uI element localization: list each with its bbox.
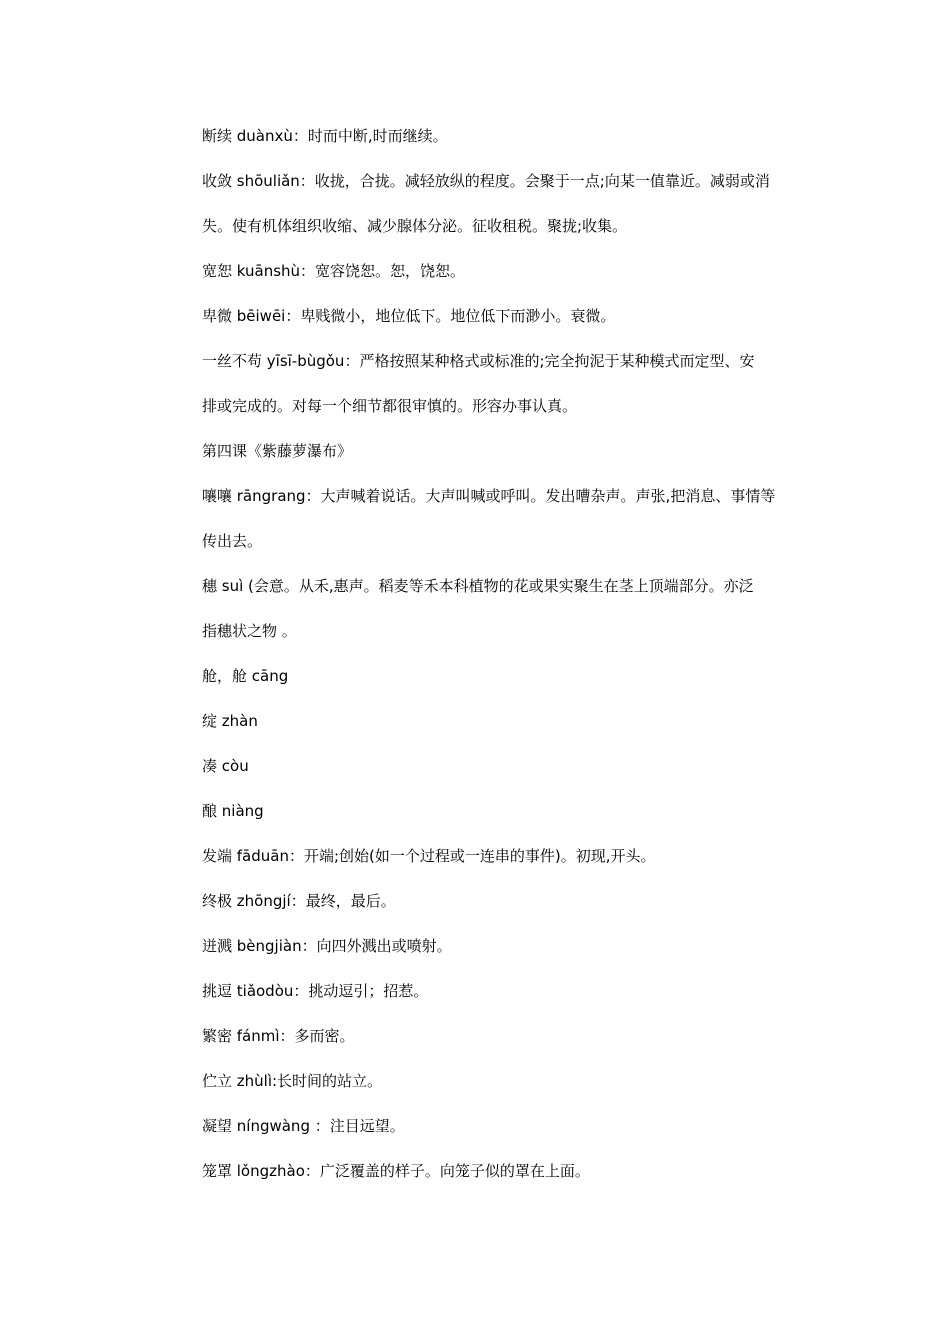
text-line-21: 繁密 fánmì：多而密。 <box>202 1027 355 1045</box>
text-line-16: 酿 niàng <box>202 802 264 820</box>
text-line-17: 发端 fāduān：开端;创始(如一个过程或一连串的事件)。初现,开头。 <box>202 847 656 865</box>
text-line-3: 失。使有机体组织收缩、减少腺体分泌。征收租税。聚拢;收集。 <box>202 217 628 235</box>
text-line-18: 终极 zhōngjí：最终，最后。 <box>202 892 396 910</box>
text-line-15: 凑 còu <box>202 757 249 775</box>
document-body <box>202 121 812 1201</box>
text-line-10: 传出去。 <box>202 532 263 550</box>
text-line-23: 凝望 níngwàng ：注目远望。 <box>202 1117 405 1135</box>
text-line-20: 挑逗 tiǎodòu：挑动逗引；招惹。 <box>202 982 429 1000</box>
text-line-14: 绽 zhàn <box>202 712 258 730</box>
text-line-13: 舱，舱 cāng <box>202 667 289 685</box>
text-line-19: 迸溅 bèngjiàn：向四外溅出或喷射。 <box>202 937 452 955</box>
text-line-12: 指穗状之物 。 <box>202 622 297 640</box>
text-line-7: 排或完成的。对每一个细节都很审慎的。形容办事认真。 <box>202 397 578 415</box>
text-line-24: 笼罩 lǒngzhào：广泛覆盖的样子。向笼子似的罩在上面。 <box>202 1162 590 1180</box>
text-line-2: 收敛 shōuliǎn：收拢，合拢。减轻放纵的程度。会聚于一点;向某一值靠近。减弱或消 <box>202 172 770 190</box>
text-line-5: 卑微 bēiwēi：卑贱微小，地位低下。地位低下而渺小。衰微。 <box>202 307 616 325</box>
text-line-9: 嚷嚷 rāngrang：大声喊着说话。大声叫喊或呼叫。发出嘈杂声。声张,把消息、事情等 <box>202 487 776 505</box>
text-line-22: 伫立 zhùlì:长时间的站立。 <box>202 1072 383 1090</box>
text-line-1: 断续 duànxù：时而中断,时而继续。 <box>202 127 448 145</box>
text-line-6: 一丝不苟 yīsī-bùgǒu：严格按照某种格式或标准的;完全拘泥于某种模式而定型、安 <box>202 352 755 370</box>
text-line-11: 穗 suì (会意。从禾,惠声。稻麦等禾本科植物的花或果实聚生在茎上顶端部分。亦泛 <box>202 577 754 595</box>
section-heading: 第四课《紫藤萝瀑布》 <box>202 442 353 460</box>
text-line-4: 宽恕 kuānshù：宽容饶恕。恕，饶恕。 <box>202 262 466 280</box>
